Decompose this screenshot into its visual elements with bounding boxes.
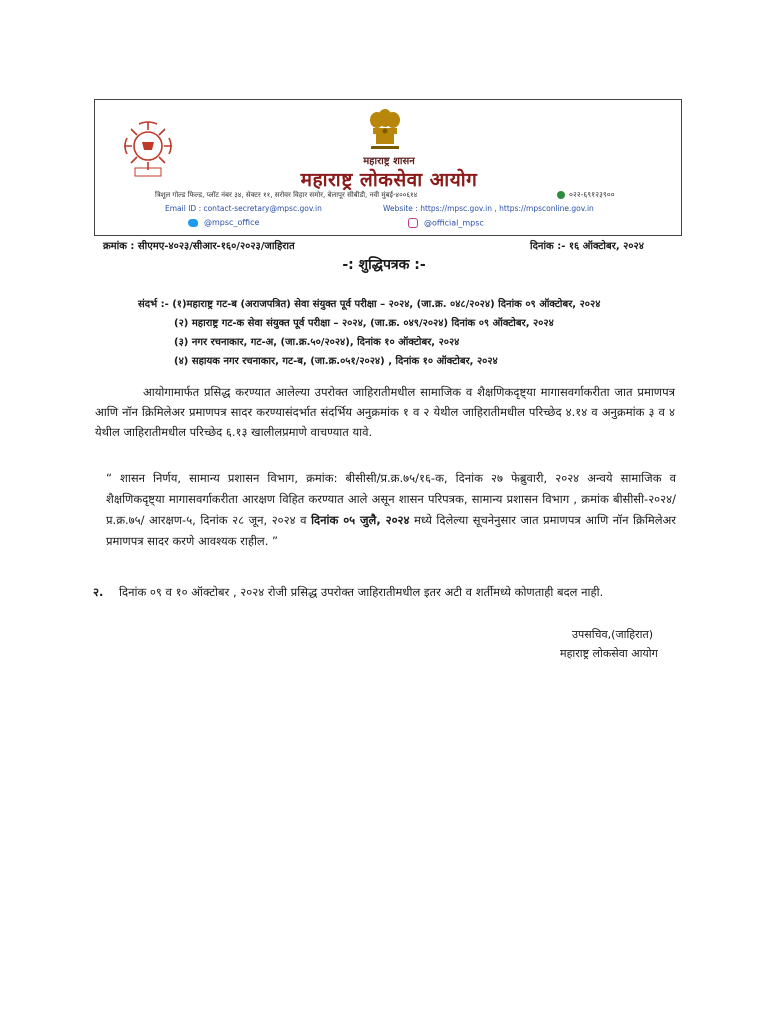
point-number: २. (93, 585, 104, 599)
letterhead (94, 99, 682, 236)
paragraph-rest: जात प्रमाणपत्र आणि नॉन क्रिमिलेअर प्रमाणपत्र सादर करण्यासंदर्भात संदर्भिय अनुक्रमांक १ व २ येथील जाहिरातीमधील परिच्छेद ४.१४ व अनुक्रमांक ३ व ४ येथील जाहिरातीमधील परिच्छेद ६.१३ खालीलप्रमाणे वाचण्यात यावे. (95, 385, 675, 439)
phone-icon (557, 191, 565, 199)
signatory-designation: उपसचिव,(जाहिरात) (572, 628, 654, 641)
point-text: दिनांक ०९ व १० ऑक्टोबर , २०२४ रोजी प्रसिद्ध उपरोक्त जाहिरातीमधील इतर अटी व शर्तीमध्ये कोणताही बदल नाही. (119, 585, 604, 599)
document-title: -: शुद्धिपत्रक :- (342, 257, 426, 273)
reference-item: (३) नगर रचनाकार, गट-अ, (जा.क्र.५०/२०२४), दिनांक १० ऑक्टोबर, २०२४ (174, 337, 460, 348)
signatory-office: महाराष्ट्र लोकसेवा आयोग (560, 647, 658, 660)
document-date: दिनांक :- १६ ऑक्टोबर, २०२४ (530, 241, 644, 252)
point-2 (93, 585, 603, 600)
phone-contact (557, 190, 615, 200)
phone-number: ०२२-६९१२३९०० (569, 190, 615, 199)
twitter-icon (188, 219, 198, 227)
commission-name: महाराष्ट्र लोकसेवा आयोग (300, 169, 478, 191)
reference-item: (४) सहायक नगर रचनाकार, गट-ब, (जा.क्र.०५१/२०२४) , दिनांक १० ऑक्टोबर, २०२४ (174, 356, 498, 367)
quoted-paragraph (106, 468, 676, 552)
government-name: महाराष्ट्र शासन (363, 156, 415, 167)
twitter-handle-office[interactable] (188, 218, 259, 227)
instagram-icon (408, 218, 418, 228)
quote-part-2: मध्ये दिलेल्या सूचनेनुसार जात प्रमाणपत्र आणि नॉन क्रिमिलेअर प्रमाणपत्र सादर करणे आवश्यक राहील. ” (106, 513, 676, 548)
quote-bold-date: दिनांक ०५ जुलै, २०२४ (311, 513, 410, 527)
reference-item: (२) महाराष्ट्र गट-क सेवा संयुक्त पूर्व परीक्षा – २०२४, (जा.क्र. ०४९/२०२४) दिनांक ०९ ऑक्टोबर, २०२४ (174, 318, 554, 329)
instagram-handle-text: @official_mpsc (424, 218, 484, 228)
state-emblem-icon (367, 108, 403, 154)
twitter-handle-text: @mpsc_office (204, 218, 260, 227)
office-address: त्रिशूल गोल्ड फिल्ड, प्लॉट नंबर ३४, सेक्टर ११, सरोवर विहार समोर, बेलापूर सीबीडी, नवी मुंबई-४००६१४ (155, 191, 418, 199)
email-contact[interactable]: Email ID : contact-secretary@mpsc.gov.in (165, 204, 322, 213)
references-list (138, 295, 600, 371)
reference-number: क्रमांक : सीएमए-४०२३/सीआर-१६०/२०२३/जाहिरात (103, 241, 295, 252)
paragraph-first-line: आयोगामार्फत प्रसिद्ध करण्यात आलेल्या उपरोक्त जाहिरातीमधील सामाजिक व शैक्षणिकदृष्ट्या मागासवर्गाकरीता (143, 385, 610, 399)
reference-item: संदर्भ :- (१)महाराष्ट्र गट-ब (अराजपत्रित) सेवा संयुक्त पूर्व परीक्षा – २०२४, (जा.क्र. ०४८/२०२४) दिनांक ०९ ऑक्टोबर, २०२४ (138, 299, 601, 310)
quote-part-1: “ शासन निर्णय, सामान्य प्रशासन विभाग, क्रमांक: बीसीसी/प्र.क्र.७५/१६-क, दिनांक २७ फेब्रुवारी, २०२४ अन्वये सामाजिक व शैक्षणिकदृष्ट्या मागासवर्गाकरीता आरक्षण विहित करण्यात आले असून शासन परिपत्रक, सामान्य प्रशासन विभाग , क्रमांक बीसीसी-२०२४/प्र.क्र.७५/ आरक्षण-५, दिनांक २८ जून, २०२४ व (106, 471, 676, 527)
body-paragraph (95, 382, 675, 442)
website-links[interactable]: Website : https://mpsc.gov.in , https://mpsconline.gov.in (383, 204, 594, 213)
instagram-handle-official[interactable] (408, 218, 484, 228)
